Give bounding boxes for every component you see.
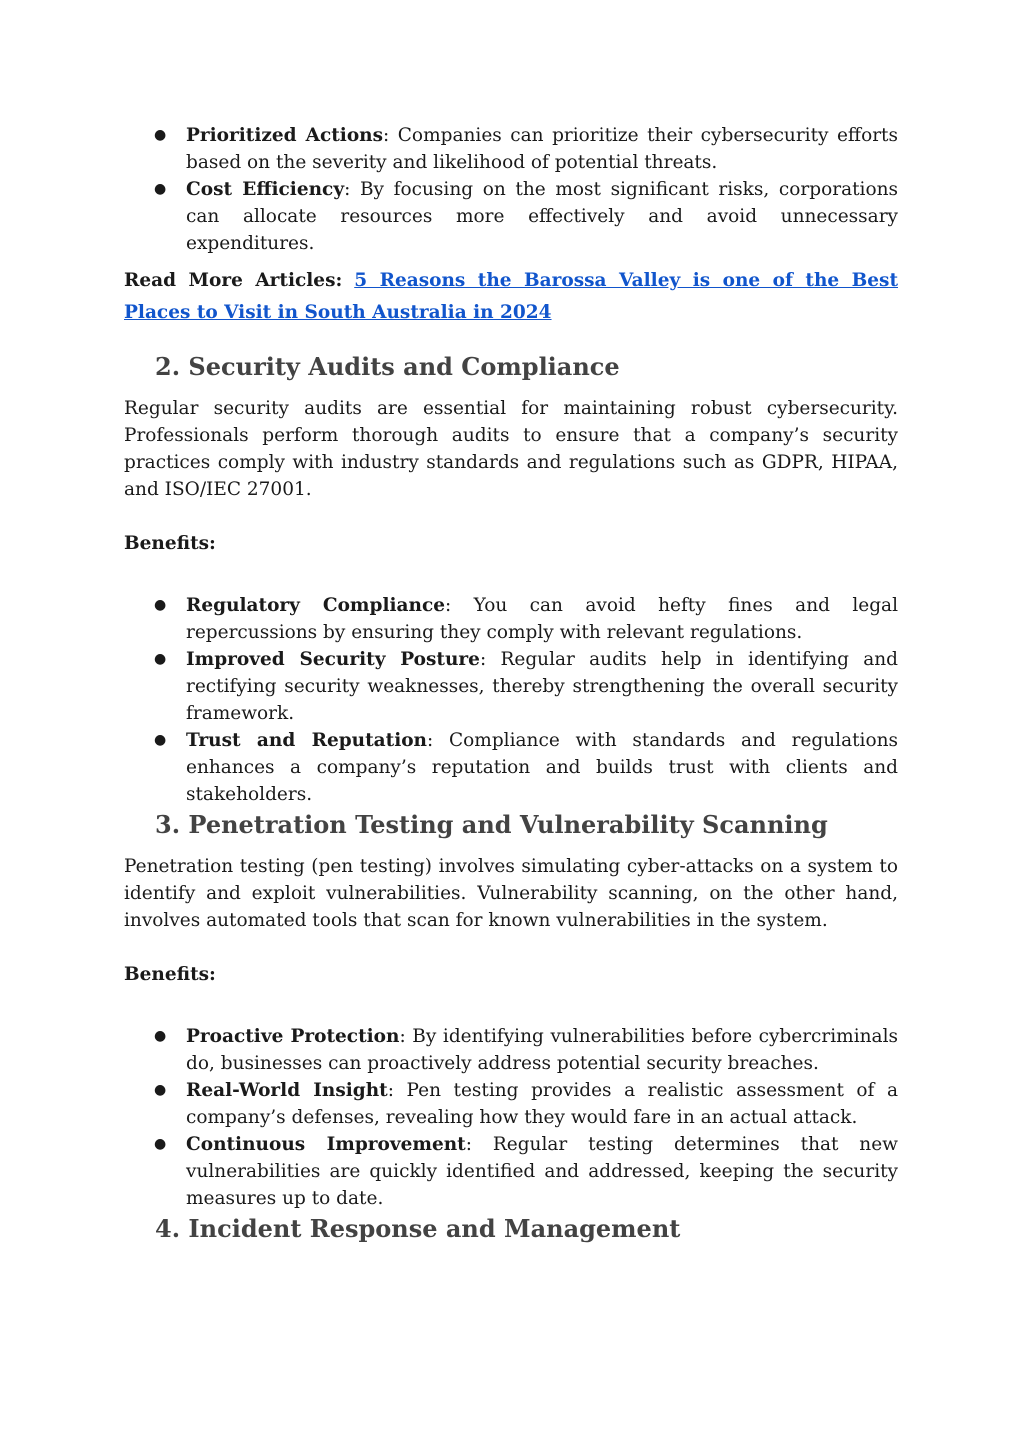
bullet-icon: ● <box>154 181 167 197</box>
list-item-text: : By identifying vulnerabilities before cybercriminals do, businesses can proactively address potential security breaches. <box>186 1026 898 1074</box>
list-item <box>124 592 898 646</box>
list-item <box>124 1023 898 1077</box>
list-item-text: : Companies can prioritize their cybersecurity efforts based on the severity and likelihood of potential threats. <box>186 125 898 173</box>
read-more-label: Read More Articles: <box>124 270 343 291</box>
read-more-paragraph <box>124 265 898 329</box>
section-heading: 4. Incident Response and Management <box>155 1214 681 1243</box>
list-item-text: : By focusing on the most significant risks, corporations can allocate resources more effectively and avoid unnecessary expenditures. <box>186 179 898 254</box>
bullet-icon: ● <box>154 127 167 143</box>
bullet-icon: ● <box>154 732 167 748</box>
benefits-label: Benefits: <box>124 533 216 554</box>
list-item-term: Proactive Protection <box>186 1026 400 1047</box>
list-item-text: : You can avoid hefty fines and legal repercussions by ensuring they comply with relevant regulations. <box>186 595 898 643</box>
list-item-term: Prioritized Actions <box>186 125 384 146</box>
list-item-text: : Compliance with standards and regulations enhances a company’s reputation and builds trust with clients and stakeholders. <box>186 730 898 805</box>
list-item-text: : Regular audits help in identifying and rectifying security weaknesses, thereby strengthening the overall security framework. <box>186 649 898 724</box>
list-item-term: Cost Efficiency <box>186 179 345 200</box>
list-item <box>124 176 898 257</box>
list-item <box>124 727 898 808</box>
list-item <box>124 122 898 176</box>
list-item-term: Regulatory Compliance <box>186 595 445 616</box>
read-more-link[interactable]: 5 Reasons the Barossa Valley is one of the Best Places to Visit in South Australia in 2024 <box>124 270 898 323</box>
list-item-text: : Pen testing provides a realistic assessment of a company’s defenses, revealing how they would fare in an actual attack. <box>186 1080 898 1128</box>
bullet-icon: ● <box>154 1082 167 1098</box>
list-item <box>124 1077 898 1131</box>
bullet-icon: ● <box>154 651 167 667</box>
list-item-term: Improved Security Posture <box>186 649 480 670</box>
bullet-icon: ● <box>154 1136 167 1152</box>
bullet-icon: ● <box>154 1028 167 1044</box>
benefits-label: Benefits: <box>124 964 216 985</box>
list-item-text: : Regular testing determines that new vulnerabilities are quickly identified and addressed, keeping the security measures up to date. <box>186 1134 899 1209</box>
section-body: Penetration testing (pen testing) involves simulating cyber-attacks on a system to identify and exploit vulnerabilities. Vulnerability scanning, on the other hand, involves automated tools that scan for known vulnerabilities in the system. <box>124 856 898 931</box>
list-item-term: Trust and Reputation <box>186 730 428 751</box>
benefits-list <box>124 1023 898 1212</box>
section-heading: 3. Penetration Testing and Vulnerability Scanning <box>155 810 828 839</box>
list-item <box>124 1131 898 1212</box>
list-item-term: Continuous Improvement <box>186 1134 466 1155</box>
bullet-icon: ● <box>154 597 167 613</box>
section-body: Regular security audits are essential for maintaining robust cybersecurity. Professionals perform thorough audits to ensure that a company’s security practices comply with industry standards and regulations such as GDPR, HIPAA, and ISO/IEC 27001. <box>124 398 898 500</box>
top-benefits-list <box>124 122 898 257</box>
list-item-term: Real-World Insight <box>186 1080 388 1101</box>
benefits-list <box>124 592 898 808</box>
section-heading: 2. Security Audits and Compliance <box>155 352 620 381</box>
list-item <box>124 646 898 727</box>
